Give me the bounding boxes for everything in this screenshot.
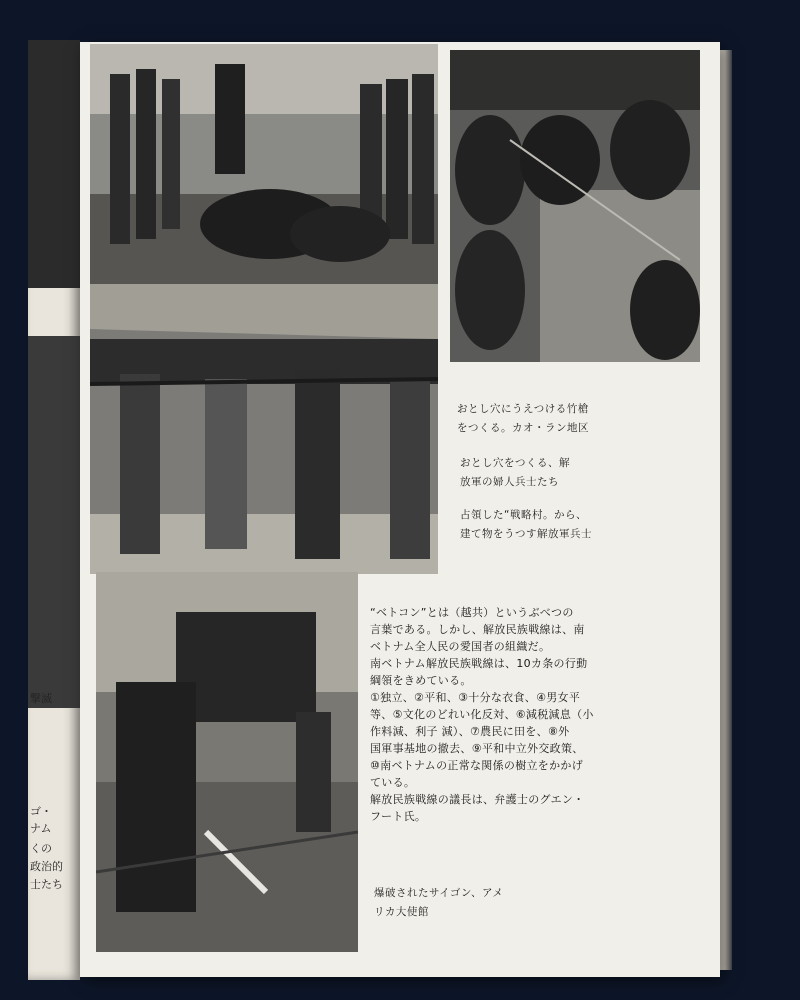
- caption-line: おとし穴にうえつける竹槍: [457, 403, 589, 415]
- article-body: [370, 604, 710, 825]
- body-line: “ベトコン”とは（越共）というぶべつの: [370, 606, 574, 619]
- photo-bombed-embassy: [96, 572, 358, 952]
- body-line: ⑩南ベトナムの正常な関係の樹立をかかげ: [370, 759, 584, 772]
- body-line: 南ベトナム解放民族戦線は、10カ条の行動: [370, 657, 588, 670]
- caption-line: リカ大使館: [374, 906, 429, 918]
- body-line: 言葉である。しかし、解放民族戦線は、南: [370, 623, 585, 636]
- left-page: [28, 40, 80, 980]
- caption-line: をつくる。カオ・ラン地区: [457, 422, 589, 434]
- caption-line: おとし穴をつくる、解: [460, 457, 570, 469]
- left-page-text: くの: [30, 842, 52, 855]
- body-line: 解放民族戦線の議長は、弁護士のグエン・: [370, 793, 585, 806]
- body-line: 等、⑤文化のどれい化反対、⑥減税減息（小: [370, 708, 594, 721]
- photo-women-soldiers: [90, 44, 438, 284]
- body-line: 綱領をきめている。: [370, 674, 472, 687]
- photo-villagers-working: [450, 50, 700, 362]
- body-line: 作料減、利子 減）、⑦農民に田を、⑧外: [370, 725, 570, 738]
- left-page-text: 政治的: [30, 860, 63, 873]
- caption-line: 爆破されたサイゴン、アメ: [374, 887, 504, 899]
- caption-line: 放軍の婦人兵士たち: [460, 476, 559, 488]
- left-page-text: ナム: [30, 822, 52, 835]
- caption-line: 占領した“戦略村。から、: [460, 509, 587, 521]
- photo-soldiers-moving: [90, 284, 438, 574]
- body-line: フート氏。: [370, 810, 427, 823]
- left-page-text: 撃滅: [30, 692, 52, 705]
- left-page-text: ゴ・: [30, 805, 52, 818]
- caption-embassy: [374, 884, 503, 922]
- left-page-photo-top: [28, 40, 80, 288]
- magazine-page: [80, 42, 720, 977]
- body-line: ベトナム全人民の愛国者の組織だ。: [370, 640, 551, 653]
- caption-women-soldiers: [460, 454, 570, 492]
- page-edge: [720, 50, 732, 970]
- left-page-text: 士たち: [30, 878, 63, 891]
- caption-bamboo-spikes: [457, 400, 589, 438]
- body-line: ①独立、②平和、③十分な衣食、④男女平: [370, 691, 581, 704]
- body-line: ている。: [370, 776, 416, 789]
- caption-line: 建て物をうつす解放軍兵士: [460, 528, 592, 540]
- body-line: 国軍事基地の撤去、⑨平和中立外交政策、: [370, 742, 584, 755]
- caption-occupied-village: [460, 506, 592, 544]
- left-page-photo-bottom: [28, 336, 80, 708]
